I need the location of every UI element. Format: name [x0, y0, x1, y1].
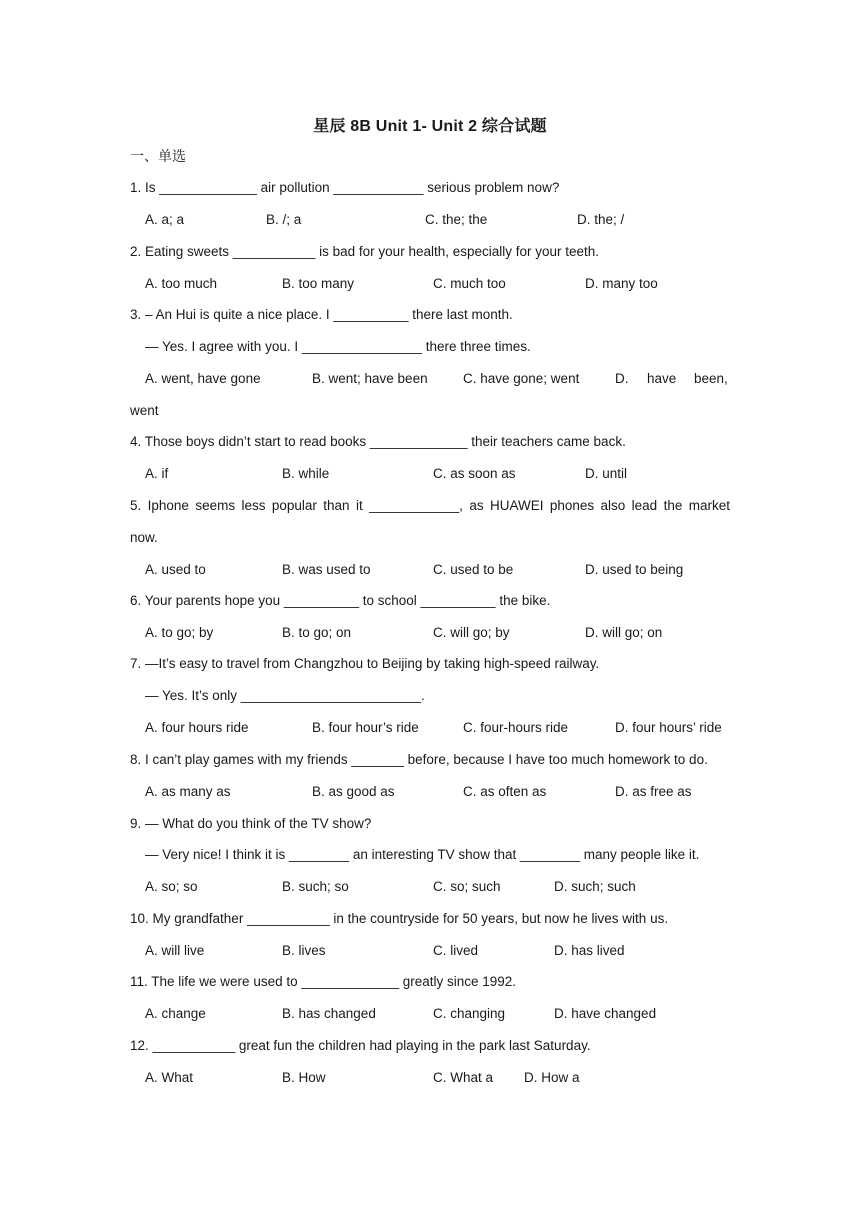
question-12-option-a: A. What [145, 1070, 194, 1085]
question-4-option-d: D. until [585, 466, 628, 481]
question-8-option-a: A. as many as [145, 784, 231, 799]
question-2-option-b: B. too many [282, 276, 355, 291]
question-2-option-c: C. much too [433, 276, 506, 291]
question-4-stem: 4. Those boys didn’t start to read books _____________ their teachers came back. [130, 434, 626, 449]
question-5-option-d: D. used to being [585, 562, 684, 577]
question-1-option-d: D. the; / [577, 212, 625, 227]
section-heading: 一、单选 [130, 148, 186, 164]
question-1-option-b: B. /; a [266, 212, 302, 227]
question-1-option-c: C. the; the [425, 212, 488, 227]
question-3-option-b: B. went; have been [312, 371, 428, 386]
question-4-option-b: B. while [282, 466, 330, 481]
question-10-stem: 10. My grandfather ___________ in the countryside for 50 years, but now he lives with us. [130, 911, 669, 926]
question-4-option-c: C. as soon as [433, 466, 516, 481]
question-3-option-d-word-2: been, [694, 371, 728, 386]
question-7-option-c: C. four-hours ride [463, 720, 569, 735]
question-5-option-a: A. used to [145, 562, 206, 577]
question-4-option-a: A. if [145, 466, 169, 481]
question-8-stem: 8. I can’t play games with my friends _______ before, because I have too much homework to do. [130, 752, 708, 767]
question-3-option-c: C. have gone; went [463, 371, 580, 386]
question-6-option-a: A. to go; by [145, 625, 214, 640]
question-9-option-a: A. so; so [145, 879, 198, 894]
question-7-option-b: B. four hour’s ride [312, 720, 419, 735]
question-3-reply: — Yes. I agree with you. I ________________ there three times. [145, 339, 531, 354]
question-11-option-d: D. have changed [554, 1006, 657, 1021]
question-3-option-d-wrap: went [130, 403, 159, 418]
question-3-stem: 3. – An Hui is quite a nice place. I __________ there last month. [130, 307, 513, 322]
question-10-option-d: D. has lived [554, 943, 625, 958]
question-9-stem: 9. — What do you think of the TV show? [130, 816, 372, 831]
question-9-option-b: B. such; so [282, 879, 349, 894]
question-2-option-a: A. too much [145, 276, 218, 291]
question-9-reply: — Very nice! I think it is ________ an interesting TV show that ________ many people like it. [145, 847, 700, 862]
question-7-option-a: A. four hours ride [145, 720, 249, 735]
question-12-option-d: D. How a [524, 1070, 580, 1085]
question-11-stem: 11. The life we were used to _____________ greatly since 1992. [130, 974, 517, 989]
question-11-option-b: B. has changed [282, 1006, 376, 1021]
question-9-option-c: C. so; such [433, 879, 501, 894]
question-2-stem: 2. Eating sweets ___________ is bad for your health, especially for your teeth. [130, 244, 600, 259]
question-8-option-b: B. as good as [312, 784, 395, 799]
question-10-option-c: C. lived [433, 943, 479, 958]
question-5-option-c: C. used to be [433, 562, 514, 577]
question-11-option-c: C. changing [433, 1006, 506, 1021]
question-3-option-d-word-1: have [647, 371, 677, 386]
question-9-option-d: D. such; such [554, 879, 636, 894]
question-1-option-a: A. a; a [145, 212, 185, 227]
question-7-reply: — Yes. It’s only ________________________. [145, 688, 425, 703]
question-5-option-b: B. was used to [282, 562, 371, 577]
question-5-stem-wrap: now. [130, 530, 158, 545]
question-10-option-b: B. lives [282, 943, 326, 958]
question-7-stem: 7. —It’s easy to travel from Changzhou to Beijing by taking high-speed railway. [130, 656, 600, 671]
question-12-stem: 12. ___________ great fun the children had playing in the park last Saturday. [130, 1038, 591, 1053]
question-12-option-b: B. How [282, 1070, 326, 1085]
question-12-option-c: C. What a [433, 1070, 494, 1085]
question-6-option-b: B. to go; on [282, 625, 352, 640]
question-8-option-d: D. as free as [615, 784, 692, 799]
page-title: 星辰 8B Unit 1- Unit 2 综合试题 [313, 118, 547, 135]
question-5-stem: 5. Iphone seems less popular than it ____________, as HUAWEI phones also lead the market [130, 498, 730, 513]
question-1-stem: 1. Is _____________ air pollution ____________ serious problem now? [130, 180, 560, 195]
question-11-option-a: A. change [145, 1006, 206, 1021]
question-7-option-d: D. four hours’ ride [615, 720, 722, 735]
question-3-option-d: D. [615, 371, 629, 386]
question-6-option-c: C. will go; by [433, 625, 510, 640]
question-2-option-d: D. many too [585, 276, 658, 291]
question-6-stem: 6. Your parents hope you __________ to school __________ the bike. [130, 593, 551, 608]
question-8-option-c: C. as often as [463, 784, 547, 799]
question-6-option-d: D. will go; on [585, 625, 663, 640]
question-10-option-a: A. will live [145, 943, 205, 958]
question-3-option-a: A. went, have gone [145, 371, 261, 386]
